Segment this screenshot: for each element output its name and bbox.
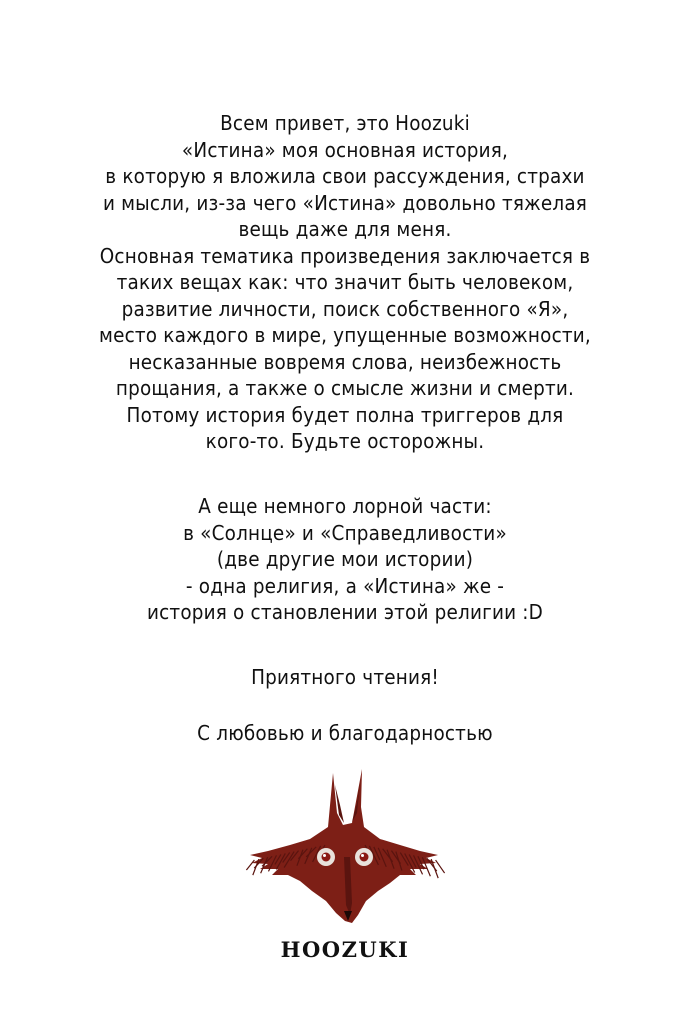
intro-line: «Истина» моя основная история,	[181, 137, 509, 162]
intro-line: вещь даже для меня.	[238, 217, 452, 241]
intro-line: прощания, а также о смысле жизни и смерти.	[115, 376, 575, 400]
fur-strand	[436, 860, 445, 873]
fox-silhouette	[250, 769, 438, 923]
lore-line: история о становлении этой религии :D	[146, 600, 544, 624]
intro-paragraph	[28, 110, 663, 455]
red-fox-mask-icon	[240, 765, 450, 925]
intro-line: Основная тематика произведения заключается в	[99, 243, 591, 268]
fur-strand	[246, 860, 254, 870]
intro-line: место каждого в мире, упущенные возможности,	[99, 323, 591, 347]
intro-line: и мысли, из-за чего «Истина» довольно тяжелая	[102, 190, 588, 215]
lore-paragraph	[28, 493, 663, 626]
intro-line: таких вещах как: что значит быть человеком,	[116, 270, 574, 294]
right-eye	[355, 848, 373, 866]
closing-signature: С любовью и благодарностью	[197, 721, 493, 745]
intro-line: кого-то. Будьте осторожны.	[205, 429, 485, 453]
intro-line: Потому история будет полна триггеров для	[126, 402, 564, 427]
lore-line: в «Солнце» и «Справедливости»	[183, 520, 507, 545]
intro-line: Всем привет, это Hoozuki	[220, 111, 470, 135]
left-eye	[317, 848, 335, 866]
lore-line: - одна религия, а «Истина» же -	[185, 573, 505, 598]
intro-line: несказанные вовремя слова, неизбежность	[128, 349, 562, 374]
fox-mask-drawing	[240, 765, 450, 925]
lore-line: А еще немного лорной части:	[198, 494, 492, 518]
brand-logo-text: HOOZUKI	[280, 937, 410, 962]
intro-line: в которую я вложила свои рассуждения, страхи	[105, 164, 585, 188]
intro-line: развитие личности, поиск собственного «Я»,	[121, 296, 569, 321]
greeting-text: Приятного чтения!	[251, 665, 439, 689]
lore-line: (две другие мои истории)	[216, 547, 474, 571]
fox-mask-body	[246, 769, 444, 923]
